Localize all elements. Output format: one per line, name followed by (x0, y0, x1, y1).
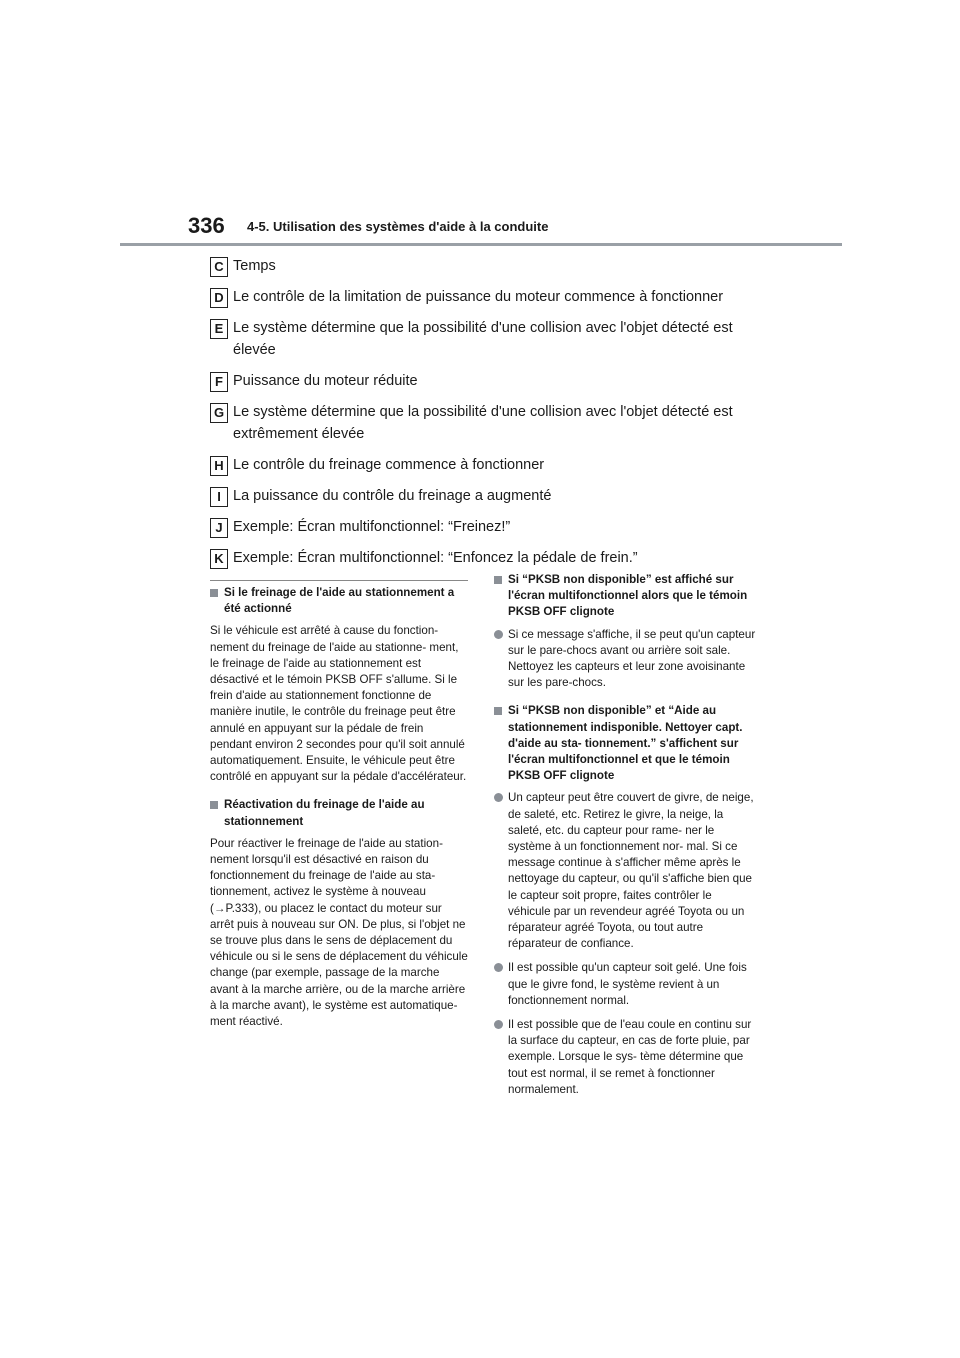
bullet-text: Il est possible que de l'eau coule en continu sur la surface du capteur, en cas de forte pluie, par exemple. Lorsque le sys- tème détermine que tout est normal, il se remet à fonctionner normalement. (508, 1018, 752, 1096)
round-bullet-icon (494, 793, 503, 802)
section-title: Si le freinage de l'aide au stationnement a été actionné (224, 586, 455, 616)
legend-item-e (210, 317, 770, 361)
letter-e-label: E (210, 319, 228, 339)
list-item (494, 627, 756, 692)
legend-text-e: Le système détermine que la possibilité d'une collision avec l'objet détecté est élevée (233, 320, 733, 358)
page-number: 336 (188, 213, 225, 238)
square-bullet-icon (210, 589, 218, 597)
bullet-text: Si ce message s'affiche, il se peut qu'un capteur sur le pare-chocs avant ou arrière soit sale. Nettoyez les capteurs et leur zone avoisinante sur les pare-chocs. (508, 627, 756, 690)
section-title: Si “PKSB non disponible” est affiché sur l'écran multifonctionnel alors que le témoin PKSB OFF clignote (508, 573, 748, 619)
legend-text-h: Le contrôle du freinage commence à fonctionner (233, 457, 545, 473)
section-divider (210, 580, 468, 581)
legend-item-f (210, 370, 770, 392)
letter-i-label: I (210, 487, 228, 507)
legend-text-j: Exemple: Écran multifonctionnel: “Freinez!” (233, 519, 511, 535)
list-item (494, 960, 756, 1009)
letter-k-label: K (210, 549, 228, 569)
chapter-title: 4-5. Utilisation des systèmes d'aide à la conduite (247, 219, 549, 234)
legend-item-h (210, 454, 770, 476)
legend-text-i: La puissance du contrôle du freinage a augmenté (233, 488, 552, 504)
letter-c-label: C (210, 257, 228, 277)
square-bullet-icon (210, 801, 218, 809)
legend-item-i (210, 485, 770, 507)
section-title: Si “PKSB non disponible” et “Aide au stationnement indisponible. Nettoyer capt. d'aide au sta- tionnement.” s'affichent sur l'écran multifonctionnel et que le témoin PKSB OFF clignote (508, 704, 743, 783)
legend-item-d (210, 286, 770, 308)
letter-g-label: G (210, 403, 228, 423)
letter-h-label: H (210, 456, 228, 476)
legend-item-j (210, 516, 770, 538)
section-body: Pour réactiver le freinage de l'aide au station- nement lorsqu'il est désactivé en raison du fonctionnement du freinage de l'aide au sta- tionnement, activez le système à nouveau (→P.333), ou placez le contact du moteur sur arrêt puis à nouveau sur ON. De plus, si l'objet ne se trouve plus dans le sens de déplacement du véhicule ou si le sens de déplacement du véhicule change (par exemple, passage de la marche avant à la marche arrière, ou de la marche arrière à la marche avant), le système est automatique- ment réactivé. (210, 836, 468, 1029)
letter-j-label: J (210, 518, 228, 538)
right-column (494, 572, 756, 1106)
list-item (494, 1017, 756, 1098)
round-bullet-icon (494, 630, 503, 639)
bullet-text: Un capteur peut être couvert de givre, de neige, de saleté, etc. Retirez le givre, la neige, la saleté, etc. du capteur pour rame- ner le système à un fonctionnement nor- mal. Si ce message continue à s'afficher même après le nettoyage du capteur, ou qu'il s'affiche bien que le capteur soit propre, faites contrôler le véhicule par un revendeur agréé Toyota ou un réparateur agréé Toyota, ou tout autre réparateur de confiance. (508, 791, 754, 951)
legend-item-c (210, 255, 770, 277)
legend-text-k: Exemple: Écran multifonctionnel: “Enfoncez la pédale de frein.” (233, 550, 638, 566)
legend-list (210, 255, 770, 578)
section-heading-pksb-unavailable (494, 572, 756, 621)
legend-item-g (210, 401, 770, 445)
round-bullet-icon (494, 963, 503, 972)
letter-f-label: F (210, 372, 228, 392)
section-body: Si le véhicule est arrêté à cause du fonction- nement du freinage de l'aide au stationne- ment, le freinage de l'aide au stationnement est désactivé et le témoin PKSB OFF s'allume. Si le frein d'aide au stationnement fonctionne de manière inutile, le contrôle du freinage peut être annulé en appuyant sur la pédale de frein pendant environ 2 secondes pour qu'il soit annulé automatiquement. Ensuite, le véhicule peut être contrôlé en appuyant sur la pédale d'accélérateur. (210, 624, 467, 784)
section-heading-sensor-cleaning (494, 703, 756, 784)
square-bullet-icon (494, 576, 502, 584)
section-heading-reactivation (210, 797, 468, 829)
left-column (210, 585, 468, 1038)
section-heading-braking-activated (210, 585, 468, 617)
bullet-text: Il est possible qu'un capteur soit gelé. Une fois que le givre fond, le système revient à un fonctionnement normal. (508, 961, 747, 1007)
legend-text-d: Le contrôle de la limitation de puissance du moteur commence à fonctionner (233, 289, 724, 305)
legend-text-g: Le système détermine que la possibilité d'une collision avec l'objet détecté est extrêmement élevée (233, 404, 733, 442)
letter-d-label: D (210, 288, 228, 308)
round-bullet-icon (494, 1020, 503, 1029)
legend-text-f: Puissance du moteur réduite (233, 373, 418, 389)
section-title: Réactivation du freinage de l'aide au stationnement (224, 798, 425, 828)
header-divider (120, 243, 842, 246)
list-item (494, 790, 756, 952)
legend-text-c: Temps (233, 258, 276, 274)
legend-item-k (210, 547, 770, 569)
square-bullet-icon (494, 707, 502, 715)
